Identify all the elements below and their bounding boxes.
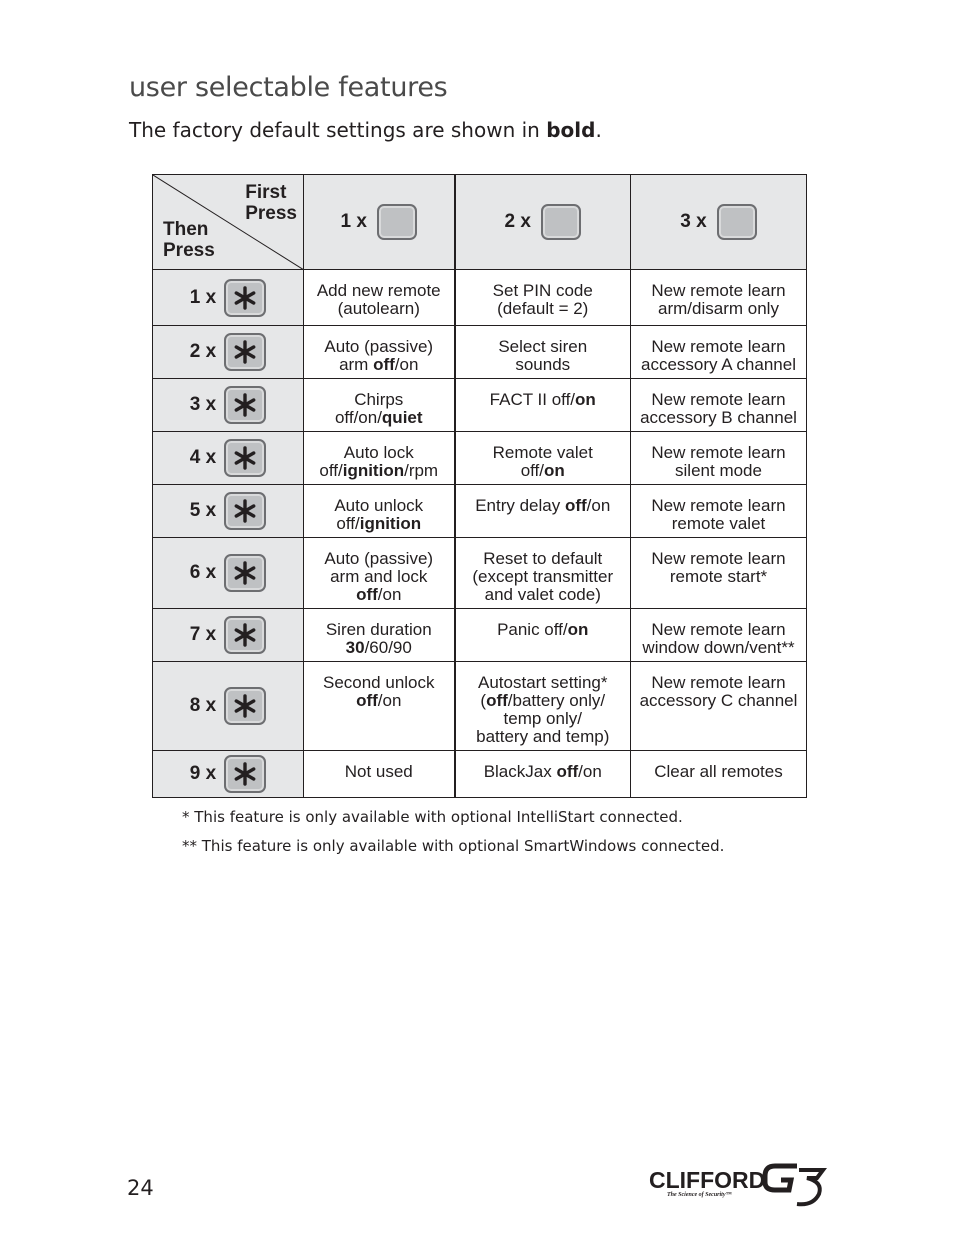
cell-text: (	[480, 691, 487, 710]
table-row	[153, 662, 807, 751]
table-row	[153, 270, 807, 326]
footnote-smartwindows: ** This feature is only available with optional SmartWindows connected.	[182, 837, 725, 855]
asterisk-button-icon	[224, 279, 266, 317]
default-value: off	[556, 762, 579, 781]
cell-text: (autolearn)	[337, 299, 420, 318]
asterisk-button-icon	[224, 616, 266, 654]
cell-text: sounds	[515, 355, 571, 374]
cell-text: off/	[520, 461, 545, 480]
cell-text: Reset to default	[483, 549, 603, 568]
row-header	[153, 609, 304, 662]
cell-line	[631, 763, 806, 781]
then-press-line1: Then	[163, 219, 209, 240]
cell-line	[304, 356, 454, 374]
first-press-line2: Press	[245, 203, 297, 224]
cell-line	[456, 282, 631, 300]
logo-g-mark	[765, 1166, 797, 1190]
logo-5-mark	[797, 1170, 823, 1204]
first-press-line1: First	[245, 182, 287, 203]
cell-text: Set PIN code	[492, 281, 593, 300]
cell-line	[456, 356, 631, 374]
cell-text: New remote learn	[651, 281, 786, 300]
default-value: on	[567, 620, 589, 639]
cell-line	[456, 462, 631, 480]
feature-cell	[631, 432, 807, 485]
first-press-label	[245, 182, 297, 224]
cell-text: Second unlock	[322, 673, 435, 692]
table-row	[153, 379, 807, 432]
cell-text: New remote learn	[651, 337, 786, 356]
cell-text: accessory B channel	[640, 408, 797, 427]
feature-cell	[304, 609, 455, 662]
features-table	[152, 174, 807, 798]
row-header-label: 7 x	[189, 624, 217, 645]
cell-line	[456, 728, 631, 746]
cell-line	[456, 621, 631, 639]
asterisk-button-icon	[224, 687, 266, 725]
intro-text	[129, 118, 602, 142]
cell-line	[631, 282, 806, 300]
cell-line	[456, 497, 631, 515]
cell-line	[304, 568, 454, 586]
cell-line	[456, 444, 631, 462]
cell-line	[304, 550, 454, 568]
cell-line	[304, 674, 454, 692]
asterisk-button-icon	[224, 755, 266, 793]
cell-line	[631, 391, 806, 409]
cell-text: Auto (passive)	[324, 549, 434, 568]
cell-text: window down/vent**	[642, 638, 795, 657]
cell-line	[631, 462, 806, 480]
default-value: on	[575, 390, 596, 409]
cell-text: /on	[377, 585, 402, 604]
cell-text: /rpm	[404, 461, 439, 480]
feature-cell	[631, 485, 807, 538]
cell-line	[631, 497, 806, 515]
feature-cell	[304, 662, 455, 751]
cell-line	[631, 621, 806, 639]
cell-text: battery and temp)	[476, 727, 610, 746]
table-row	[153, 538, 807, 609]
cell-text: off/	[336, 514, 360, 533]
feature-cell	[455, 432, 631, 485]
cell-line	[631, 550, 806, 568]
column-header-1	[304, 175, 455, 270]
cell-text: New remote learn	[651, 443, 786, 462]
cell-text: /60/90	[364, 638, 412, 657]
cell-line	[631, 300, 806, 318]
row-header-label: 8 x	[189, 695, 217, 716]
cell-text: silent mode	[675, 461, 762, 480]
column-header-label: 1 x	[340, 211, 367, 232]
default-value: 30	[345, 638, 365, 657]
feature-cell	[455, 326, 631, 379]
cell-text: remote start*	[669, 567, 768, 586]
feature-cell	[304, 326, 455, 379]
table-row	[153, 432, 807, 485]
row-header	[153, 662, 304, 751]
blank-button-icon	[717, 204, 757, 240]
default-value: off	[564, 496, 587, 515]
table-row	[153, 326, 807, 379]
cell-line	[631, 338, 806, 356]
cell-text: Auto unlock	[334, 496, 424, 515]
cell-text: arm and lock	[330, 567, 428, 586]
page-number: 24	[127, 1176, 154, 1200]
feature-cell	[304, 432, 455, 485]
row-header	[153, 379, 304, 432]
feature-cell	[631, 609, 807, 662]
cell-line	[304, 497, 454, 515]
cell-line	[631, 409, 806, 427]
cell-line	[456, 568, 631, 586]
asterisk-button-icon	[224, 333, 266, 371]
feature-cell	[455, 751, 631, 798]
cell-text: /on	[377, 691, 402, 710]
feature-cell	[304, 538, 455, 609]
feature-cell	[455, 662, 631, 751]
asterisk-button-icon	[224, 439, 266, 477]
table-row	[153, 609, 807, 662]
row-header-label: 6 x	[189, 562, 217, 583]
feature-cell	[631, 538, 807, 609]
cell-text: (except transmitter	[472, 567, 614, 586]
row-header-label: 1 x	[189, 286, 217, 308]
row-header-label: 2 x	[189, 341, 217, 362]
cell-text: arm/disarm only	[658, 299, 779, 318]
corner-header	[153, 175, 304, 270]
feature-cell	[631, 662, 807, 751]
row-header	[153, 326, 304, 379]
cell-text: /battery only/	[507, 691, 606, 710]
then-press-line2: Press	[163, 240, 215, 261]
blank-button-icon	[377, 204, 417, 240]
cell-text: and valet code)	[484, 585, 601, 604]
cell-text: Not used	[344, 762, 413, 781]
feature-cell	[455, 379, 631, 432]
cell-line	[304, 391, 454, 409]
cell-text: accessory C channel	[639, 691, 798, 710]
intro-bold: bold	[546, 118, 596, 142]
asterisk-button-icon	[224, 492, 266, 530]
intro-suffix: .	[595, 118, 602, 142]
cell-text: Clear all remotes	[654, 762, 783, 781]
feature-cell	[304, 270, 455, 326]
row-header	[153, 485, 304, 538]
cell-line	[456, 391, 631, 409]
cell-line	[631, 568, 806, 586]
cell-line	[631, 639, 806, 657]
cell-text: Siren duration	[325, 620, 432, 639]
cell-text: arm	[339, 355, 374, 374]
footnote-intellistart: * This feature is only available with optional IntelliStart connected.	[182, 808, 683, 826]
cell-line	[304, 444, 454, 462]
default-value: ignition	[342, 461, 405, 480]
cell-line	[631, 356, 806, 374]
cell-text: /on	[394, 355, 419, 374]
cell-line	[456, 338, 631, 356]
feature-cell	[455, 270, 631, 326]
feature-cell	[455, 485, 631, 538]
cell-text: Remote valet	[492, 443, 593, 462]
row-header-label: 5 x	[189, 500, 217, 521]
cell-line	[456, 300, 631, 318]
feature-cell	[631, 751, 807, 798]
asterisk-button-icon	[224, 386, 266, 424]
row-header-label: 9 x	[189, 763, 217, 784]
cell-line	[304, 515, 454, 533]
default-value: off	[356, 691, 378, 710]
cell-text: Chirps	[354, 390, 404, 409]
feature-cell	[304, 485, 455, 538]
default-value: ignition	[359, 514, 422, 533]
row-header-label: 3 x	[189, 394, 217, 415]
cell-line	[456, 763, 631, 781]
cell-text: Add new remote	[316, 281, 441, 300]
cell-line	[631, 515, 806, 533]
cell-line	[456, 586, 631, 604]
cell-text: New remote learn	[651, 620, 786, 639]
cell-line	[304, 338, 454, 356]
cell-text: accessory A channel	[641, 355, 796, 374]
cell-text: New remote learn	[651, 496, 786, 515]
row-header	[153, 432, 304, 485]
cell-text: Autostart setting*	[478, 673, 608, 692]
cell-line	[304, 409, 454, 427]
column-header-3	[631, 175, 807, 270]
cell-text: (default = 2)	[497, 299, 589, 318]
cell-text: remote valet	[671, 514, 766, 533]
row-header-label: 4 x	[189, 447, 217, 468]
cell-text: Panic off/	[497, 620, 568, 639]
cell-text: off/on/	[334, 408, 382, 427]
cell-line	[631, 444, 806, 462]
column-header-2	[455, 175, 631, 270]
cell-line	[304, 282, 454, 300]
feature-cell	[455, 538, 631, 609]
cell-text: Entry delay	[475, 496, 565, 515]
default-value: off	[486, 691, 508, 710]
cell-text: /on	[586, 496, 611, 515]
default-value: off	[356, 585, 378, 604]
cell-text: New remote learn	[651, 390, 786, 409]
default-value: quiet	[381, 408, 423, 427]
cell-line	[304, 763, 454, 781]
logo-tagline: The Science of Security™	[667, 1192, 732, 1198]
logo-brand: CLIFFORD	[649, 1167, 766, 1193]
cell-line	[456, 710, 631, 728]
cell-line	[456, 550, 631, 568]
table-row	[153, 485, 807, 538]
cell-text: off/	[319, 461, 343, 480]
cell-line	[631, 674, 806, 692]
page-title: user selectable features	[129, 72, 448, 104]
feature-cell	[631, 326, 807, 379]
table-row	[153, 751, 807, 798]
feature-cell	[631, 379, 807, 432]
cell-line	[304, 300, 454, 318]
cell-text: Select siren	[498, 337, 588, 356]
cell-line	[631, 692, 806, 710]
cell-line	[304, 621, 454, 639]
cell-line	[456, 674, 631, 692]
cell-text: New remote learn	[651, 673, 786, 692]
cell-text: FACT II off/	[489, 390, 576, 409]
cell-line	[304, 462, 454, 480]
row-header	[153, 751, 304, 798]
column-header-label: 3 x	[680, 211, 707, 232]
cell-text: New remote learn	[651, 549, 786, 568]
cell-text: Auto lock	[343, 443, 414, 462]
asterisk-button-icon	[224, 554, 266, 592]
cell-text: BlackJax	[483, 762, 557, 781]
cell-line	[304, 586, 454, 604]
default-value: off	[373, 355, 395, 374]
cell-line	[304, 639, 454, 657]
feature-cell	[631, 270, 807, 326]
cell-line	[456, 692, 631, 710]
clifford-g5-logo	[647, 1160, 827, 1210]
blank-button-icon	[541, 204, 581, 240]
row-header	[153, 538, 304, 609]
feature-cell	[304, 379, 455, 432]
then-press-label	[163, 219, 215, 261]
intro-prefix: The factory default settings are shown in	[129, 118, 547, 142]
cell-text: Auto (passive)	[324, 337, 434, 356]
cell-line	[304, 692, 454, 710]
footnotes	[182, 803, 724, 861]
cell-text: /on	[578, 762, 602, 781]
default-value: on	[544, 461, 565, 480]
column-header-label: 2 x	[504, 211, 531, 232]
row-header	[153, 270, 304, 326]
cell-text: temp only/	[503, 709, 582, 728]
feature-cell	[304, 751, 455, 798]
feature-cell	[455, 609, 631, 662]
